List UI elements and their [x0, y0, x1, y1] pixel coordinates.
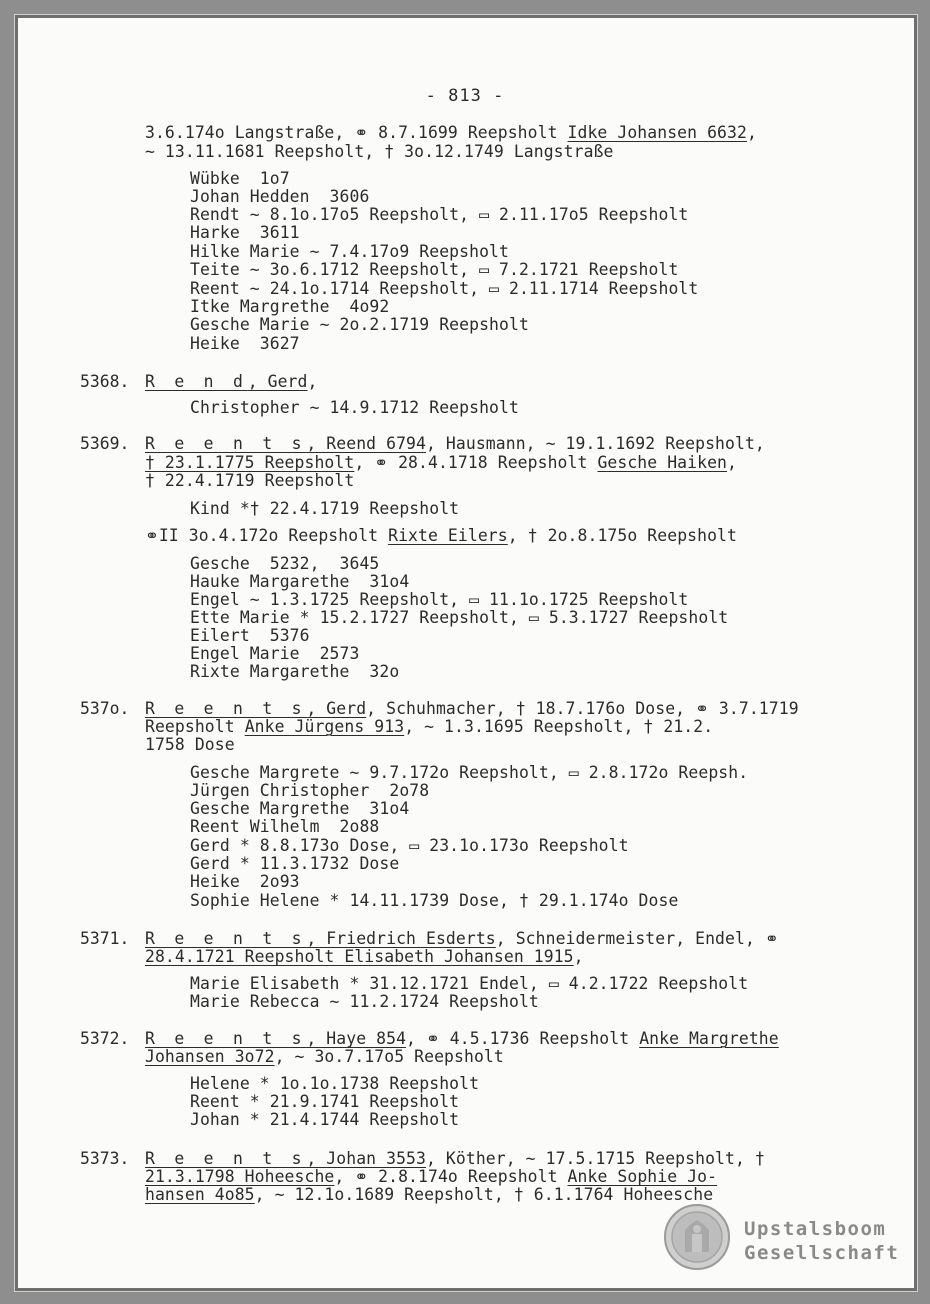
child-line: Ette Marie * 15.2.1727 Reepsholt, ▭ 5.3.1727 Reepsholt — [190, 608, 729, 627]
entry-details: , — [307, 372, 318, 391]
second-marriage — [145, 527, 737, 545]
spouse-name: Anke Sophie Jo- — [567, 1167, 718, 1186]
child-line: Engel ~ 1.3.1725 Reepsholt, ▭ 11.1o.1725 Reepsholt — [190, 590, 689, 609]
entry-surname-given — [145, 372, 308, 391]
surname: R e e n t s — [145, 1029, 307, 1048]
entry-line-2 — [145, 454, 737, 472]
death-date: † 23.1.1775 Reepsholt — [145, 453, 355, 472]
entry-number: 5372. — [80, 1029, 130, 1048]
entry-surname-given — [145, 434, 426, 453]
given-name: , Gerd — [306, 699, 367, 718]
spouse-name: Rixte Eilers — [388, 526, 508, 545]
birth-death-info: , ~ 12.1o.1689 Reepsholt, † 6.1.1764 Hoheesche — [254, 1185, 714, 1204]
child-line: Teite ~ 3o.6.1712 Reepsholt, ▭ 7.2.1721 Reepsholt — [190, 260, 679, 279]
entry-surname-given — [145, 699, 366, 718]
entry-details: , ⚭ 4.5.1736 Reepsholt — [406, 1029, 640, 1048]
child-line: Gesche 5232, 3645 — [190, 554, 380, 573]
entry-line-2 — [145, 1048, 504, 1066]
entry-number: 5368. — [80, 372, 130, 391]
entry-details: , Köther, ~ 17.5.1715 Reepsholt, † — [425, 1149, 765, 1168]
given-name: , Johan 3553 — [306, 1149, 426, 1168]
page-number: - 813 - — [425, 86, 505, 106]
entry-details: , Hausmann, ~ 19.1.1692 Reepsholt, — [425, 434, 765, 453]
intro-line-1 — [145, 124, 757, 142]
marriage-info: ⚭II 3o.4.172o Reepsholt — [145, 526, 389, 545]
entry-heading — [145, 700, 799, 718]
child-line: Gesche Margrete ~ 9.7.172o Reepsholt, ▭ 2.8.172o Reepsh. — [190, 763, 749, 782]
child-line: Hauke Margarethe 31o4 — [190, 572, 410, 591]
entry-heading — [145, 435, 765, 453]
child-line: Johan * 21.4.1744 Reepsholt — [190, 1110, 460, 1129]
given-name: , Reend 6794 — [306, 434, 426, 453]
spouse-name: Gesche Haiken — [597, 453, 728, 472]
child-line: Kind *† 22.4.1719 Reepsholt — [190, 499, 460, 518]
seal-icon — [664, 1204, 730, 1270]
entry-heading — [145, 930, 779, 948]
marriage-info: , ⚭ 28.4.1718 Reepsholt — [354, 453, 598, 472]
entry-number: 5373. — [80, 1149, 130, 1168]
marriage-info: , ⚭ 2.8.174o Reepsholt — [334, 1167, 568, 1186]
entry-line-2 — [145, 1168, 717, 1186]
birth-info: , ~ 3o.7.17o5 Reepsholt — [274, 1047, 504, 1066]
brand-line-2: Gesellschaft — [744, 1242, 900, 1264]
child-line: Harke 3611 — [190, 223, 300, 242]
child-line: Gerd * 11.3.1732 Dose — [190, 854, 400, 873]
child-line: Eilert 5376 — [190, 626, 310, 645]
spouse-name-cont: Johansen 3o72 — [145, 1047, 275, 1066]
entry-number: 537o. — [80, 699, 130, 718]
child-line: Rixte Margarethe 32o — [190, 662, 400, 681]
surname: R e e n t s — [145, 1149, 307, 1168]
child-line: Hilke Marie ~ 7.4.17o9 Reepsholt — [190, 242, 509, 261]
surname: R e n d — [145, 372, 248, 391]
spouse-name: Anke Jürgens 913 — [244, 717, 405, 736]
entry-line-3: † 22.4.1719 Reepsholt — [145, 471, 355, 490]
birth-death-info: , ~ 1.3.1695 Reepsholt, † 21.2. — [404, 717, 714, 736]
entry-line-3: 1758 Dose — [145, 735, 235, 754]
death-info: , † 2o.8.175o Reepsholt — [507, 526, 737, 545]
spouse-name: Idke Johansen 6632 — [567, 123, 747, 142]
entry-surname-given — [145, 1029, 406, 1048]
child-line: Gesche Margrethe 31o4 — [190, 799, 410, 818]
entry-line-3 — [145, 1186, 713, 1204]
entry-surname-given — [145, 1149, 426, 1168]
child-line: Itke Margrethe 4o92 — [190, 297, 390, 316]
entry-surname-given — [145, 929, 496, 948]
child-line: Rendt ~ 8.1o.17o5 Reepsholt, ▭ 2.11.17o5 Reepsholt — [190, 205, 689, 224]
child-line: Marie Rebecca ~ 11.2.1724 Reepsholt — [190, 992, 539, 1011]
surname: R e e n t s — [145, 434, 307, 453]
brand-line-1: Upstalsboom — [744, 1218, 887, 1240]
child-line: Reent * 21.9.1741 Reepsholt — [190, 1092, 460, 1111]
spouse-name: Anke Margrethe — [639, 1029, 779, 1048]
entry-details: , Schuhmacher, † 18.7.176o Dose, ⚭ 3.7.1719 — [366, 699, 799, 718]
marriage-info: 28.4.1721 Reepsholt — [145, 947, 345, 966]
given-name: , Gerd — [247, 372, 308, 391]
entry-line-2 — [145, 948, 584, 966]
punctuation: , — [727, 453, 737, 472]
child-line: Gesche Marie ~ 2o.2.1719 Reepsholt — [190, 315, 529, 334]
child-line: Engel Marie 2573 — [190, 644, 360, 663]
child-line: Johan Hedden 3606 — [190, 187, 370, 206]
entry-heading — [145, 373, 317, 391]
intro-text: 3.6.174o Langstraße, ⚭ 8.7.1699 Reepsholt — [145, 123, 568, 142]
child-line: Marie Elisabeth * 31.12.1721 Endel, ▭ 4.2.1722 Reepsholt — [190, 974, 749, 993]
child-line: Gerd * 8.8.173o Dose, ▭ 23.1o.173o Reepsholt — [190, 836, 629, 855]
entry-number: 5371. — [80, 929, 130, 948]
child-line: Reent Wilhelm 2o88 — [190, 817, 380, 836]
entry-line-2 — [145, 718, 713, 736]
child-line: Helene * 1o.1o.1738 Reepsholt — [190, 1074, 480, 1093]
child-line: Heike 2o93 — [190, 872, 300, 891]
marriage-underlined — [145, 947, 574, 966]
child-line: Heike 3627 — [190, 334, 300, 353]
given-name: , Haye 854 — [306, 1029, 407, 1048]
punctuation: , — [746, 123, 757, 142]
spouse-name-cont: hansen 4o85 — [145, 1185, 255, 1204]
child-line: Wübke 1o7 — [190, 169, 290, 188]
entry-details: , Schneidermeister, Endel, ⚭ — [495, 929, 779, 948]
surname: R e e n t s — [145, 699, 307, 718]
entry-number: 5369. — [80, 434, 130, 453]
entry-heading — [145, 1150, 765, 1168]
surname: R e e n t s — [145, 929, 307, 948]
spouse-name: Elisabeth Johansen 1915 — [344, 947, 574, 966]
child-line: Sophie Helene * 14.11.1739 Dose, † 29.1.174o Dose — [190, 891, 679, 910]
entry-heading — [145, 1030, 779, 1048]
child-line: Christopher ~ 14.9.1712 Reepsholt — [190, 398, 519, 417]
death-date: 21.3.1798 Hoheesche — [145, 1167, 335, 1186]
child-line: Reent ~ 24.1o.1714 Reepsholt, ▭ 2.11.1714 Reepsholt — [190, 279, 699, 298]
punctuation: , — [573, 947, 584, 966]
place: Reepsholt — [145, 717, 245, 736]
intro-line-2: ~ 13.11.1681 Reepsholt, † 3o.12.1749 Langstraße — [145, 142, 614, 161]
given-name: , Friedrich Esderts — [306, 929, 496, 948]
child-line: Jürgen Christopher 2o78 — [190, 781, 430, 800]
